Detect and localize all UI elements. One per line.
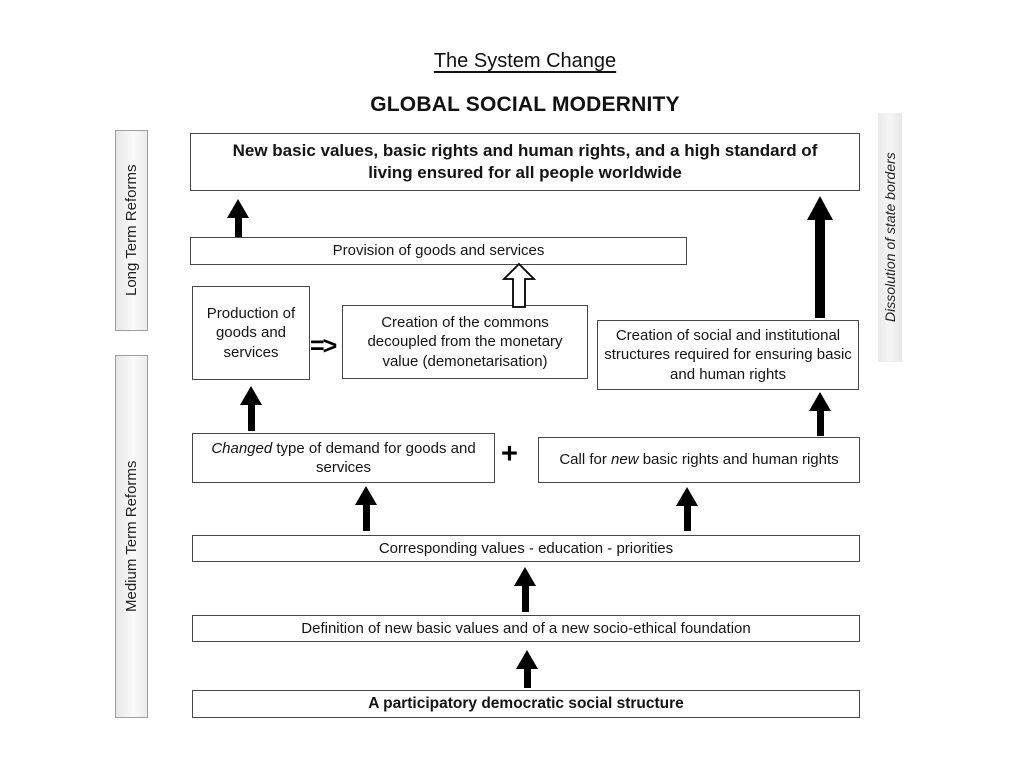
label-long-term-reforms: Long Term Reforms: [115, 130, 148, 331]
diagram-subtitle: GLOBAL SOCIAL MODERNITY: [370, 93, 680, 116]
arrow-up-provision-to-top: [227, 199, 249, 237]
box-creation-commons: Creation of the commons decoupled from the monetary value (demonetarisation): [342, 305, 588, 379]
arrow-head-icon: [676, 487, 698, 506]
arrow-head-icon: [514, 567, 536, 586]
box-provision-goods-services: Provision of goods and services: [190, 237, 687, 265]
hollow-arrow-icon: [504, 264, 534, 307]
arrow-head-icon: [516, 650, 538, 669]
diagram-title-wrap: [190, 50, 860, 73]
box-definition-new-values: Definition of new basic values and of a new socio-ethical foundation: [192, 615, 860, 642]
arrow-up-demand-to-production: [240, 386, 262, 431]
arrow-head-icon: [227, 199, 249, 218]
call-rights-italic: new: [606, 451, 643, 469]
arrow-shaft: [817, 411, 824, 436]
arrow-up-definition-to-corresponding: [514, 567, 536, 612]
label-medium-term-reforms: Medium Term Reforms: [115, 355, 148, 718]
box-call-new-rights: [538, 437, 860, 483]
box-production-goods-services: Production of goods and services: [192, 286, 310, 380]
call-rights-prefix: Call for: [559, 451, 607, 469]
arrow-head-icon: [240, 386, 262, 405]
label-dissolution-of-state-borders: Dissolution of state borders: [878, 113, 902, 362]
arrow-shaft: [363, 505, 370, 531]
arrow-up-corresponding-to-call: [676, 487, 698, 531]
hollow-arrow-commons-to-provision: [501, 263, 537, 308]
changed-demand-text: [201, 439, 486, 478]
call-rights-suffix: basic rights and human rights: [642, 451, 839, 469]
changed-demand-italic: Changed: [211, 439, 273, 457]
box-corresponding-values: Corresponding values - education - priorities: [192, 535, 860, 562]
plus-symbol: +: [501, 438, 518, 470]
box-changed-demand: [192, 433, 495, 483]
box-new-basic-values: New basic values, basic rights and human rights, and a high standard of living ensured for all people worldwide: [190, 133, 860, 191]
arrow-shaft: [248, 405, 255, 431]
call-rights-text: [559, 450, 838, 470]
arrow-shaft: [235, 218, 242, 237]
diagram-title: The System Change: [433, 50, 617, 72]
arrow-shaft: [524, 669, 531, 688]
box-social-institutional-structures: Creation of social and institutional structures required for ensuring basic and human rights: [597, 320, 859, 390]
arrow-up-call-to-social: [809, 392, 831, 436]
box-participatory-structure: A participatory democratic social structure: [192, 690, 860, 718]
arrow-up-corresponding-to-demand: [355, 486, 377, 531]
changed-demand-rest: type of demand for goods and services: [272, 439, 476, 476]
arrow-shaft: [815, 220, 825, 318]
arrow-head-icon: [809, 392, 831, 411]
arrow-shaft: [684, 506, 691, 531]
arrow-head-icon: [807, 196, 833, 220]
arrow-up-social-to-top: [807, 196, 833, 318]
arrow-head-icon: [355, 486, 377, 505]
arrow-up-participatory-to-definition: [516, 650, 538, 688]
arrow-shaft: [522, 586, 529, 612]
implies-symbol: =>: [310, 332, 336, 360]
